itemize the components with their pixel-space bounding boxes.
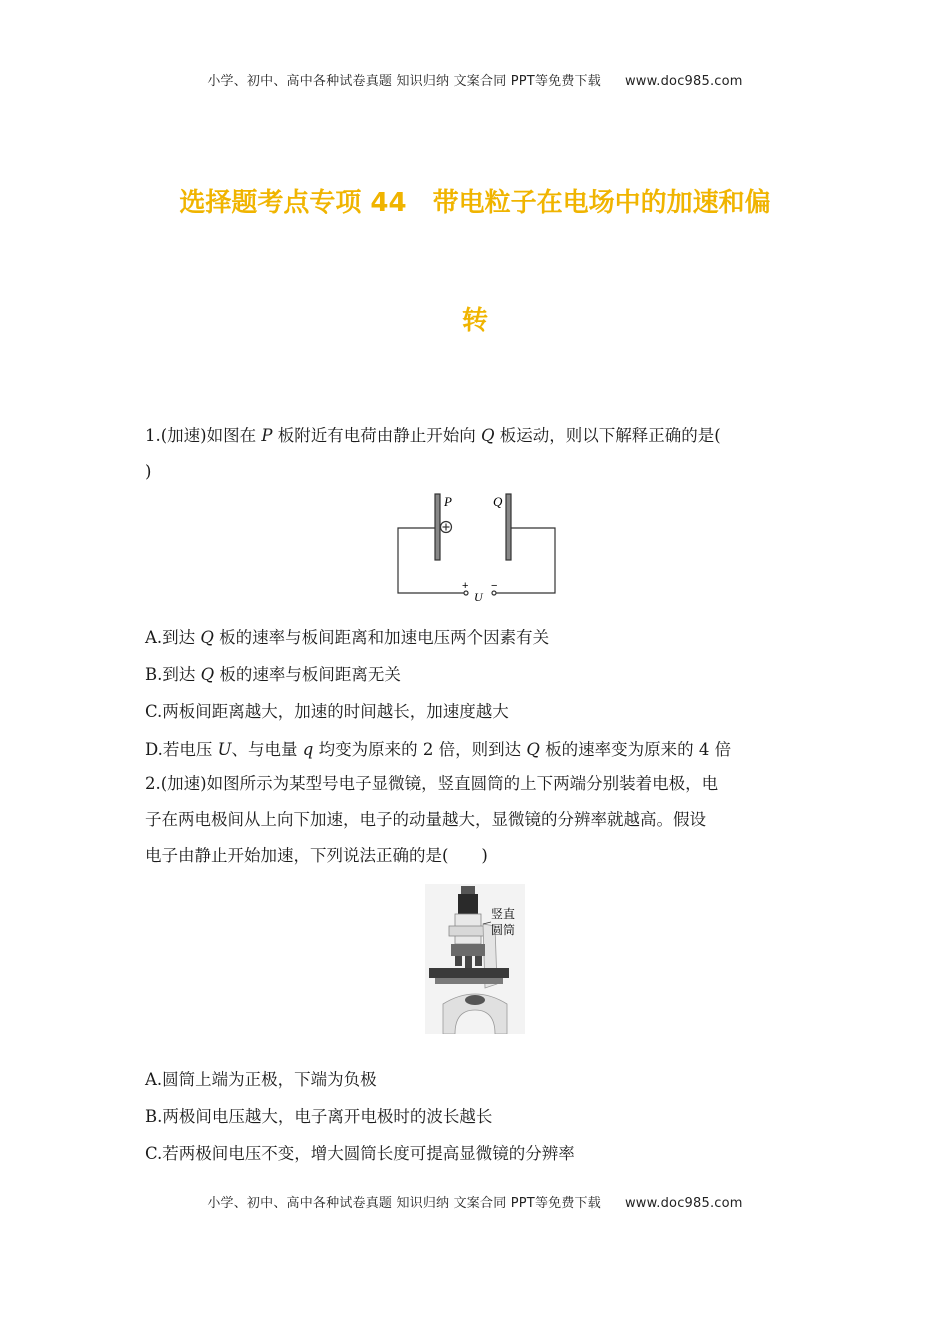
label-Q: Q (493, 494, 503, 509)
header-text: 小学、初中、高中各种试卷真题 知识归纳 文案合同 PPT等免费下载 (207, 74, 601, 89)
footer-text: 小学、初中、高中各种试卷真题 知识归纳 文案合同 PPT等免费下载 (207, 1196, 601, 1211)
q1-option-d[interactable]: D.若电压 U、与电量 q 均变为原来的 2 倍，则到达 Q 板的速率变为原来的 4 倍 (145, 740, 732, 759)
page-header (0, 70, 950, 89)
q1-option-c[interactable]: C.两板间距离越大，加速的时间越长，加速度越大 (145, 702, 509, 721)
q2-option-b[interactable]: B.两极间电压越大，电子离开电极时的波长越长 (145, 1107, 493, 1126)
label-U: U (474, 590, 483, 604)
label-vertical: 竖直 (491, 907, 516, 921)
plate-circuit-figure (395, 490, 565, 605)
q1-option-a[interactable]: A.到达 Q 板的速率与板间距离和加速电压两个因素有关 (145, 628, 550, 647)
header-site-link[interactable]: www.doc985.com (624, 74, 743, 89)
label-plus: + (462, 580, 469, 592)
question-2: 2.(加速)如图所示为某型号电子显微镜，竖直圆筒的上下两端分别装着电极，电 子在两电极间从上向下加速，电子的动量越大，显微镜的分辨率就越高。假设 电子由静止开始加速，下列说法正确的是( ) (145, 774, 719, 865)
q1-option-b[interactable]: B.到达 Q 板的速率与板间距离无关 (145, 665, 401, 684)
page-title-line1: 选择题考点专项 44 带电粒子在电场中的加速和偏 (179, 188, 771, 218)
label-minus: − (491, 580, 498, 592)
page-footer (0, 1192, 950, 1211)
microscope-figure (425, 884, 525, 1034)
page-title-line2: 转 (461, 306, 488, 336)
question-1: 1.(加速)如图在 P 板附近有电荷由静止开始向 Q 板运动，则以下解释正确的是( ) (145, 426, 721, 481)
q2-option-a[interactable]: A.圆筒上端为正极，下端为负极 (145, 1070, 377, 1089)
q2-option-c[interactable]: C.若两极间电压不变，增大圆筒长度可提高显微镜的分辨率 (145, 1144, 575, 1163)
label-P: P (444, 494, 452, 509)
footer-site-link[interactable]: www.doc985.com (624, 1196, 743, 1211)
label-tube: 圆筒 (491, 923, 516, 937)
